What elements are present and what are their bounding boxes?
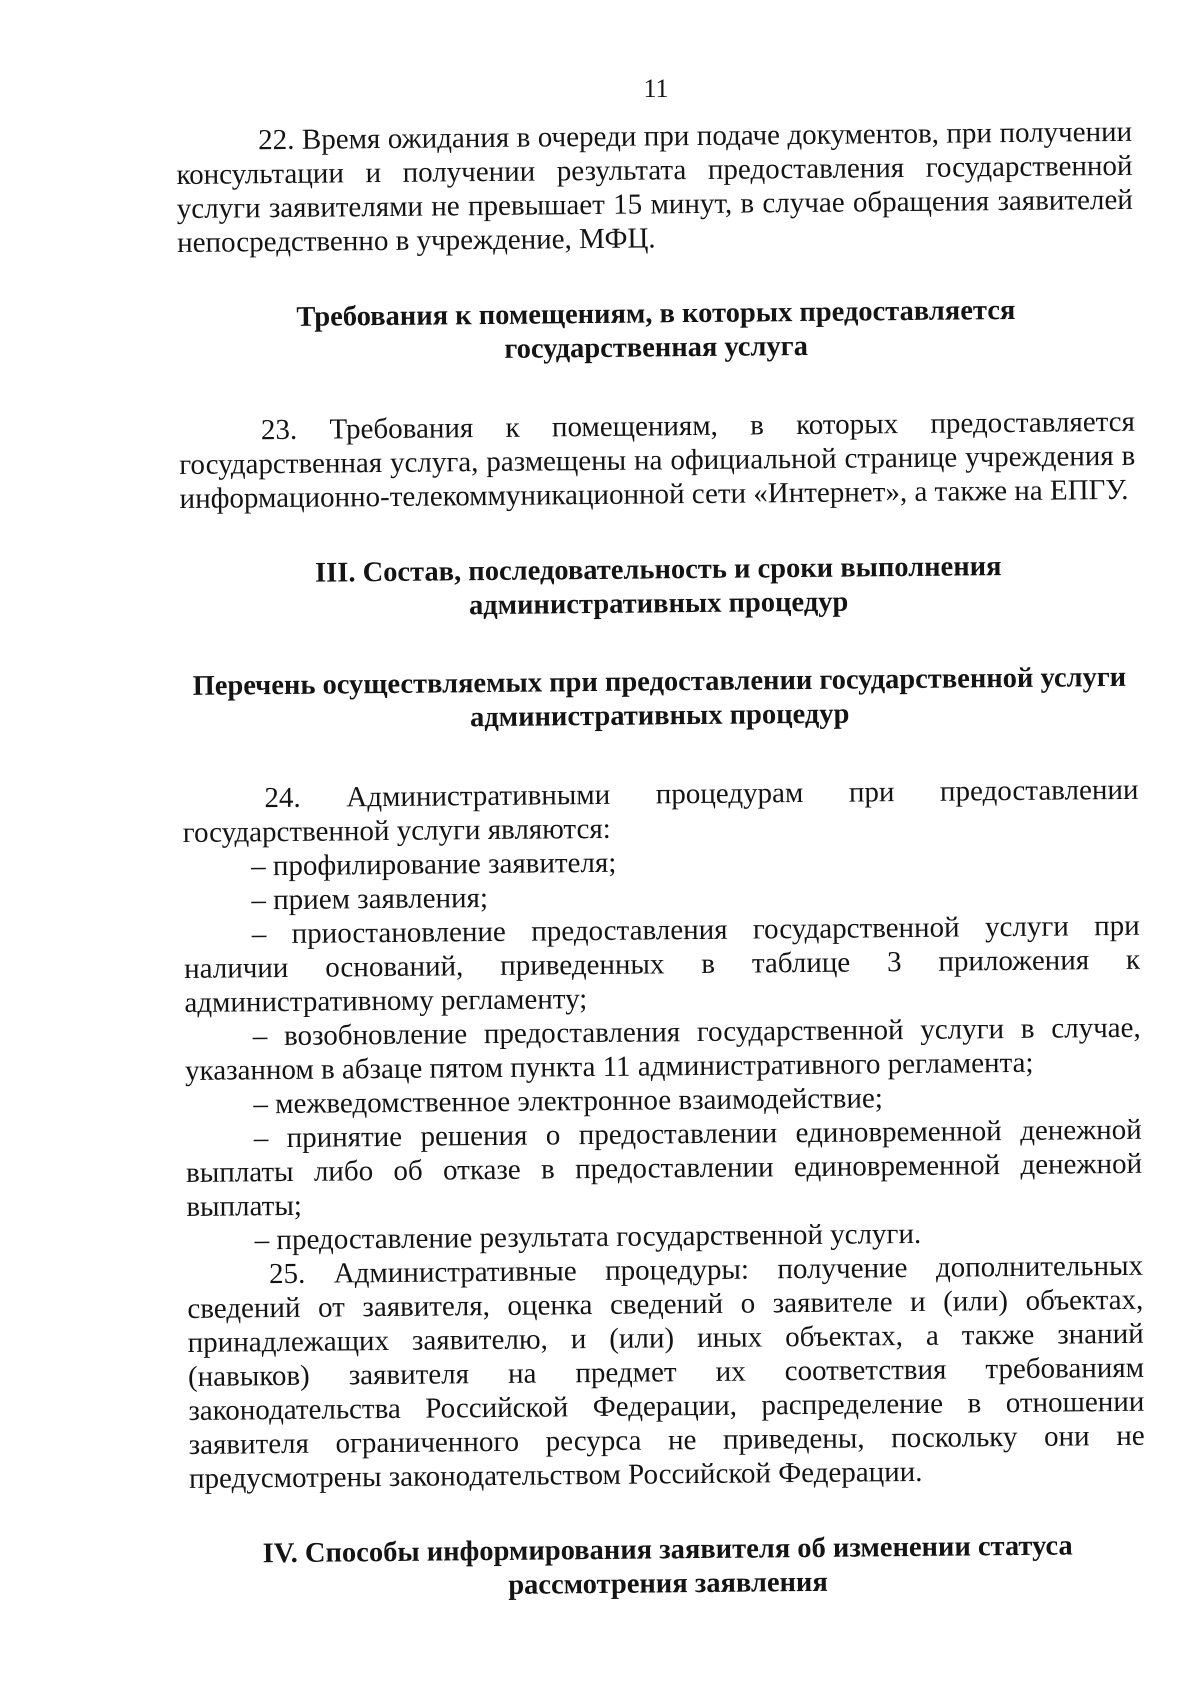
list-item: – возобновление предоставления государственной услуги в случае, указанном в абзаце пятом пункта 11 административного регламента; [184, 1011, 1141, 1087]
document-body [176, 115, 1146, 1606]
list-item: – предоставление результата государственной услуги. [254, 1217, 922, 1257]
heading-procedures-list [181, 661, 1138, 738]
heading-line: Перечень осуществляемых при предоставлении государственной услуги [192, 661, 1127, 702]
heading-section-3 [180, 549, 1137, 626]
list-item: – прием заявления; [251, 882, 489, 917]
heading-section-4 [190, 1529, 1147, 1606]
paragraph-24-intro: 24. Административными процедурам при предоставлении государственной услуги являются: [182, 773, 1139, 849]
heading-line: III. Состав, последовательность и сроки выполнения [314, 551, 1002, 589]
heading-line: административных процедур [469, 698, 850, 734]
procedures-list [183, 841, 1143, 1258]
heading-line: административных процедур [468, 586, 849, 622]
list-item: – принятие решения о предоставлении единовременной денежной выплаты либо об отказе в предоставлении единовременной денежной выплаты; [185, 1113, 1143, 1223]
list-item: – профилирование заявителя; [250, 846, 617, 883]
paragraph-22: 22. Время ожидания в очереди при подаче документов, при получении консультации и получении результата предоставления государственной услуги заявителями не превышает 15 минут, в случае обращения заявителей непосредственно в учреждение, МФЦ. [176, 115, 1133, 259]
list-item: – межведомственное электронное взаимодействие; [253, 1082, 883, 1121]
heading-line: IV. Способы информирования заявителя об изменении статуса [262, 1530, 1073, 1570]
heading-line: рассмотрения заявления [508, 1566, 828, 1601]
list-item: – приостановление предоставления государственной услуги при наличии оснований, приведенных в таблице 3 приложения к административному регламенту; [183, 909, 1141, 1019]
page-number: 11 [643, 74, 669, 103]
heading-premises-requirements [178, 293, 1135, 370]
heading-line: Требования к помещениям, в которых предоставляется [296, 294, 1016, 333]
paragraph-23: 23. Требования к помещениям, в которых предоставляется государственная услуга, размещены на официальной странице учреждения в информационно-телекоммуникационной сети «Интернет», а также на ЕПГУ. [179, 405, 1136, 515]
paragraph-25: 25. Административные процедуры: получение дополнительных сведений от заявителя, оценка сведений о заявителе и (или) объектах, принадлежащих заявителю, и (или) иных объектах, а также знаний (навыков) заявителя на предмет их соответствия требованиям законодательства Российской Федерации, распределение в отношении заявителя ограниченного ресурса не приведены, поскольку они не предусмотрены законодательством Российской Федерации. [187, 1249, 1145, 1495]
heading-line: государственная услуга [504, 330, 809, 365]
